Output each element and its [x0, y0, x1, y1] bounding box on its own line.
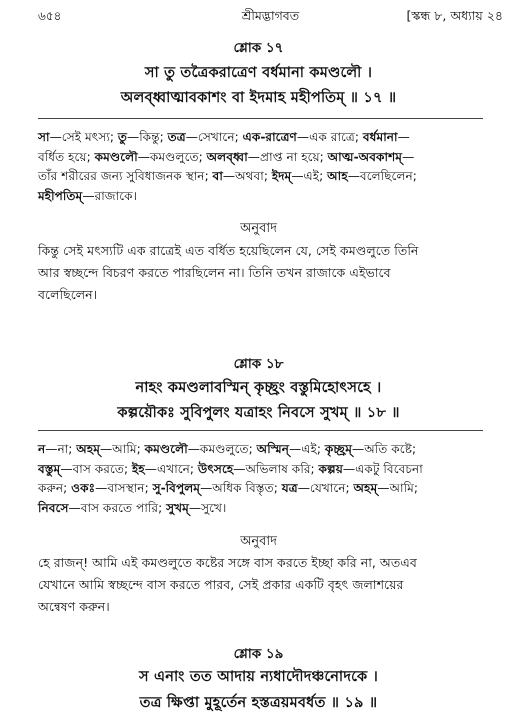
- sanskrit-word: বা: [212, 169, 223, 183]
- word-meaning: তাঁর শরীরের জন্য সুবিধাজনক স্থান;: [38, 169, 213, 183]
- word-meaning: —সেই মৎস্য;: [49, 130, 118, 144]
- sanskrit-word: উৎসহে: [197, 461, 234, 476]
- page-header: [38, 8, 503, 26]
- chapter-reference: [স্কন্ধ ৮, অধ্যায় ২৪: [406, 8, 503, 23]
- sloka-17-synonyms: [38, 128, 483, 206]
- sanskrit-word: সা: [38, 130, 50, 144]
- sloka-18-verse-line-2: কল্পয়ৌকঃ সুবিপুলং যত্রাহং নিবসে সুখম্ ॥ ১৮ ॥: [117, 405, 400, 421]
- sanskrit-word: ন: [38, 442, 46, 456]
- word-meaning: —না;: [45, 442, 77, 456]
- word-meaning: করুন;: [38, 481, 72, 495]
- book-title: শ্রীমদ্ভাগবত: [241, 8, 300, 23]
- sanskrit-word: অহম্: [76, 442, 100, 456]
- translation-line: অন্বেষণ করুন।: [38, 599, 110, 614]
- synonyms-line: [38, 460, 483, 480]
- synonyms-line: [38, 499, 483, 519]
- sloka-19-verse-line-1: স এনাং তত আদায় ন্যধাদৌদঞ্চনোদকে ।: [139, 669, 378, 685]
- sanskrit-word: কমণ্ডলৌ: [94, 149, 138, 164]
- sanskrit-word: মহীপতিম্: [38, 188, 83, 203]
- word-meaning: —সেখানে;: [185, 130, 243, 144]
- synonyms-line: [38, 479, 483, 499]
- sloka-17-verse-line-1: সা তু তত্রৈকরাত্রেণ বর্ধমানা কমণ্ডলৌ ।: [144, 65, 373, 81]
- sloka-17-title: শ্লোক ১৭: [233, 40, 284, 56]
- sloka-19-verse-line-2: তত্র ক্ষিপ্তা মুহূর্তেন হস্তত্রয়মবর্ধত ॥ ১৯ ॥: [139, 695, 378, 711]
- sloka-19-title: শ্লোক ১৯: [233, 646, 284, 662]
- translation-line: বলেছিলেন।: [38, 287, 98, 302]
- word-meaning: —: [402, 149, 415, 164]
- sloka-17-translation-heading: অনুবাদ: [240, 221, 277, 236]
- word-meaning: —: [397, 130, 410, 144]
- sanskrit-word: ইদম্: [271, 169, 292, 183]
- sanskrit-word: ওকঃ: [71, 481, 96, 495]
- word-meaning: —বাস করতে;: [60, 461, 133, 476]
- word-meaning: —যেখানে;: [297, 481, 354, 495]
- word-meaning: —অধিক বিস্তৃত;: [200, 481, 282, 495]
- synonyms-line: [38, 187, 483, 207]
- word-meaning: —সুখে।: [188, 500, 227, 515]
- word-meaning: —এক রাত্রে;: [296, 130, 363, 144]
- sanskrit-word: অহম্: [353, 481, 378, 495]
- translation-line: আর স্বচ্ছন্দে বিচরণ করতে পারছিলেন না। তিনি তখন রাজাকে এইভাবে: [38, 265, 391, 280]
- page-number: ৬৫৪: [38, 9, 62, 23]
- sanskrit-word: কমণ্ডলৌ: [144, 442, 188, 456]
- word-meaning: —রাজাকে।: [82, 188, 137, 203]
- word-meaning: —কমণ্ডলুতে;: [187, 442, 257, 456]
- word-meaning: —কমণ্ডলুতে;: [137, 149, 207, 164]
- synonyms-line: [38, 148, 483, 168]
- sanskrit-word: এক-রাত্রেণ: [242, 130, 297, 144]
- sloka-18-synonyms: [38, 440, 483, 518]
- synonyms-line: [38, 440, 483, 460]
- sanskrit-word: কৃচ্ছ্রম্: [324, 442, 353, 456]
- word-meaning: —বাস করতে পারি;: [68, 500, 167, 515]
- translation-line: কিন্তু সেই মৎস্যটি এক রাত্রেই এত বর্ধিত হয়েছিলেন যে, সেই কমণ্ডলুতে তিনি: [38, 243, 419, 258]
- word-meaning: —অভিলাষ করি;: [233, 461, 319, 476]
- sanskrit-word: অলব্ধ্বা: [206, 149, 248, 164]
- word-meaning: বর্ধিত হয়ে;: [38, 149, 95, 164]
- sloka-17-verse-line-2: অলব্ধ্বাত্মাবকাশং বা ইদমাহ মহীপতিম্ ॥ ১৭ ॥: [120, 90, 397, 106]
- word-meaning: —বলেছিলেন;: [347, 169, 417, 183]
- sloka-18-title: শ্লোক ১৮: [233, 356, 284, 372]
- divider: [38, 118, 483, 119]
- sanskrit-word: তত্র: [167, 130, 186, 144]
- sanskrit-word: বস্তুম্: [38, 461, 61, 476]
- sanskrit-word: সু-বিপুলম্: [152, 481, 201, 495]
- sanskrit-word: কল্পয়: [318, 461, 343, 476]
- sloka-18-translation-heading: অনুবাদ: [240, 534, 277, 549]
- sanskrit-word: আত্ম-অবকাশম্: [327, 149, 403, 164]
- word-meaning: —এখানে;: [144, 461, 198, 476]
- word-meaning: —অথবা;: [222, 169, 272, 183]
- word-meaning: —প্রাপ্ত না হয়ে;: [247, 149, 328, 164]
- sanskrit-word: যত্র: [281, 481, 298, 495]
- word-meaning: —এই;: [289, 442, 325, 456]
- word-meaning: —আমি;: [100, 442, 145, 456]
- sanskrit-word: বর্ধমানা: [362, 130, 398, 144]
- synonyms-line: [38, 128, 483, 148]
- sloka-18-translation: [38, 552, 483, 618]
- sanskrit-word: নিবসে: [38, 500, 69, 515]
- divider: [38, 430, 483, 431]
- sloka-17-translation: [38, 240, 483, 306]
- sloka-18-verse-line-1: নাহং কমণ্ডলাবস্মিন্ কৃচ্ছ্রং বস্তুমিহোৎসহে ।: [135, 380, 382, 396]
- translation-line: যেখানে আমি স্বচ্ছন্দে বাস করতে পারব, সেই প্রকার একটি বৃহৎ জলাশয়ের: [38, 577, 404, 592]
- word-meaning: —অতি কষ্টে;: [352, 442, 417, 456]
- translation-line: হে রাজন্! আমি এই কমণ্ডলুতে কষ্টের সঙ্গে বাস করতে ইচ্ছা করি না, অতএব: [38, 555, 417, 570]
- word-meaning: —আমি;: [377, 481, 419, 495]
- sanskrit-word: সুখম্: [166, 500, 189, 515]
- word-meaning: —কিন্তু;: [127, 130, 168, 144]
- synonyms-line: [38, 167, 483, 187]
- word-meaning: —বাসস্থান;: [95, 481, 153, 495]
- sanskrit-word: অস্মিন্: [256, 442, 290, 456]
- sanskrit-word: তু: [117, 130, 127, 144]
- sanskrit-word: ইহ: [132, 461, 145, 476]
- word-meaning: —এই;: [291, 169, 328, 183]
- word-meaning: —একটু বিবেচনা: [342, 461, 423, 476]
- sanskrit-word: আহ: [327, 169, 348, 183]
